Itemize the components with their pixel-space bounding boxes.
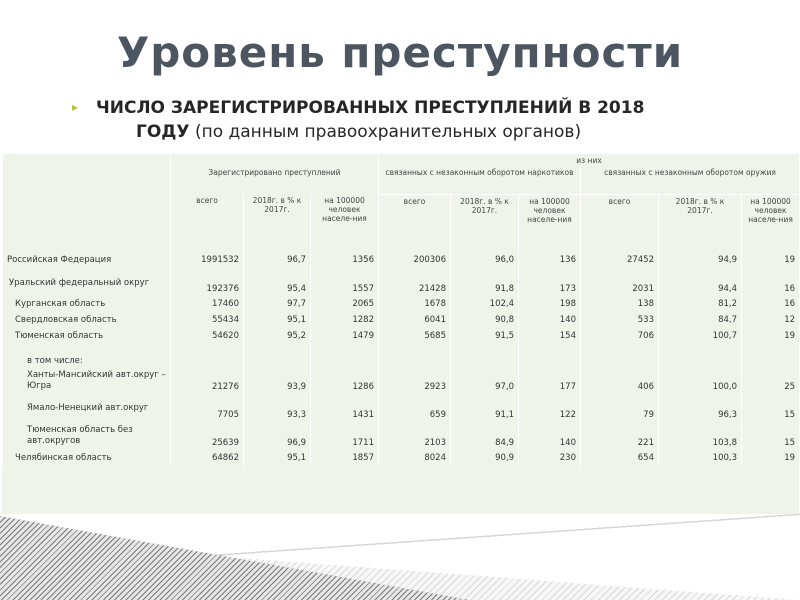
cell: 1282 — [311, 312, 379, 328]
table-row — [3, 270, 800, 296]
cell: 154 — [519, 328, 581, 344]
subtitle-line2 — [96, 120, 776, 144]
header-per100k: на 100000 человек населе-ния — [742, 194, 800, 250]
row-name: Российская Федерация — [3, 250, 171, 270]
header-total: всего — [581, 194, 659, 250]
header-total: всего — [171, 194, 244, 250]
cell: 100,0 — [659, 368, 742, 394]
cell: 140 — [519, 312, 581, 328]
subtitle-line2-rest: (по данным правоохранительных органов) — [189, 122, 582, 142]
table-row — [3, 250, 800, 270]
table-row — [3, 450, 800, 466]
cell: 7705 — [171, 394, 244, 422]
cell: 12 — [742, 312, 800, 328]
cell: 91,1 — [451, 394, 519, 422]
cell: 230 — [519, 450, 581, 466]
cell: 27452 — [581, 250, 659, 270]
row-name: Тюменская область без авт.округов — [3, 422, 171, 450]
subtitle-line1: ЧИСЛО ЗАРЕГИСТРИРОВАННЫХ ПРЕСТУПЛЕНИЙ В 2018 — [96, 98, 645, 118]
cell: 2923 — [379, 368, 451, 394]
row-name: Ханты-Мансийский авт.округ – Югра — [3, 368, 171, 394]
cell: 1678 — [379, 296, 451, 312]
cell: 21428 — [379, 270, 451, 296]
header-pct: 2018г. в % к 2017г. — [451, 194, 519, 250]
cell: 19 — [742, 328, 800, 344]
cell: 93,9 — [244, 368, 311, 394]
bullet-icon: ▸ — [72, 100, 79, 114]
cell: 94,9 — [659, 250, 742, 270]
cell: 15 — [742, 422, 800, 450]
cell: 19 — [742, 250, 800, 270]
cell: 64862 — [171, 450, 244, 466]
cell: 659 — [379, 394, 451, 422]
cell: 96,0 — [451, 250, 519, 270]
cell: 95,1 — [244, 312, 311, 328]
cell: 95,2 — [244, 328, 311, 344]
cell: 5685 — [379, 328, 451, 344]
cell: 103,8 — [659, 422, 742, 450]
cell: 15 — [742, 394, 800, 422]
cell: 140 — [519, 422, 581, 450]
cell: 25639 — [171, 422, 244, 450]
cell: 21276 — [171, 368, 244, 394]
cell: 16 — [742, 270, 800, 296]
header-pct: 2018г. в % к 2017г. — [659, 194, 742, 250]
cell: 138 — [581, 296, 659, 312]
cell: 96,3 — [659, 394, 742, 422]
cell: 136 — [519, 250, 581, 270]
cell: 91,5 — [451, 328, 519, 344]
row-name: Ямало-Ненецкий авт.округ — [3, 394, 171, 422]
slide-subtitle — [96, 96, 776, 144]
row-name: Челябинская область — [3, 450, 171, 466]
table-row — [3, 328, 800, 344]
header-per100k: на 100000 человек населе-ния — [519, 194, 581, 250]
header-registered: Зарегистрировано преступлений — [171, 166, 379, 194]
cell: 198 — [519, 296, 581, 312]
cell: 90,8 — [451, 312, 519, 328]
cell: 84,7 — [659, 312, 742, 328]
table-row — [3, 296, 800, 312]
crime-table — [2, 154, 799, 514]
slide-title: Уровень преступности — [116, 28, 684, 77]
cell: 102,4 — [451, 296, 519, 312]
cell: 200306 — [379, 250, 451, 270]
header-blank-2 — [3, 166, 171, 194]
subtitle-line2-bold: ГОДУ — [136, 122, 190, 142]
header-drugs: связанных с незаконным оборотом наркотиков — [379, 166, 581, 194]
cell: 91,8 — [451, 270, 519, 296]
cell: 54620 — [171, 328, 244, 344]
cell: 533 — [581, 312, 659, 328]
cell: 177 — [519, 368, 581, 394]
cell: 1857 — [311, 450, 379, 466]
cell: 93,3 — [244, 394, 311, 422]
header-iz-nih: из них — [379, 154, 800, 166]
cell: 8024 — [379, 450, 451, 466]
header-pct: 2018г. в % к 2017г. — [244, 194, 311, 250]
cell: 192376 — [171, 270, 244, 296]
cell: 17460 — [171, 296, 244, 312]
header-blank-3 — [3, 194, 171, 250]
cell: 1479 — [311, 328, 379, 344]
cell: 173 — [519, 270, 581, 296]
row-name: Уральский федеральный округ — [3, 270, 171, 296]
table-row — [3, 368, 800, 394]
cell: 90,9 — [451, 450, 519, 466]
cell: 1431 — [311, 394, 379, 422]
cell: 1557 — [311, 270, 379, 296]
cell: 6041 — [379, 312, 451, 328]
cell: 96,7 — [244, 250, 311, 270]
header-per100k: на 100000 человек населе-ния — [311, 194, 379, 250]
cell: 16 — [742, 296, 800, 312]
cell: 55434 — [171, 312, 244, 328]
header-blank — [3, 154, 171, 166]
cell: 94,4 — [659, 270, 742, 296]
table-row — [3, 422, 800, 450]
cell: 654 — [581, 450, 659, 466]
cell: 122 — [519, 394, 581, 422]
cell: 95,1 — [244, 450, 311, 466]
table-row — [3, 312, 800, 328]
header-blank-group1 — [171, 154, 379, 166]
cell: 100,3 — [659, 450, 742, 466]
cell: 97,0 — [451, 368, 519, 394]
cell: 706 — [581, 328, 659, 344]
cell: 2065 — [311, 296, 379, 312]
row-name: Тюменская область — [3, 328, 171, 344]
cell: 84,9 — [451, 422, 519, 450]
cell: 1356 — [311, 250, 379, 270]
cell: 25 — [742, 368, 800, 394]
cell: 81,2 — [659, 296, 742, 312]
cell: 221 — [581, 422, 659, 450]
cell: 1711 — [311, 422, 379, 450]
header-weapons: связанных с незаконным оборотом оружия — [581, 166, 800, 194]
cell: 2031 — [581, 270, 659, 296]
table-row — [3, 344, 800, 368]
cell: 406 — [581, 368, 659, 394]
cell: 1991532 — [171, 250, 244, 270]
row-name: Курганская область — [3, 296, 171, 312]
row-name: в том числе: — [3, 344, 171, 368]
row-name: Свердловская область — [3, 312, 171, 328]
cell: 95,4 — [244, 270, 311, 296]
cell: 97,7 — [244, 296, 311, 312]
cell: 96,9 — [244, 422, 311, 450]
table-row — [3, 394, 800, 422]
cell: 79 — [581, 394, 659, 422]
cell: 1286 — [311, 368, 379, 394]
cell: 2103 — [379, 422, 451, 450]
cell: 100,7 — [659, 328, 742, 344]
header-total: всего — [379, 194, 451, 250]
cell: 19 — [742, 450, 800, 466]
